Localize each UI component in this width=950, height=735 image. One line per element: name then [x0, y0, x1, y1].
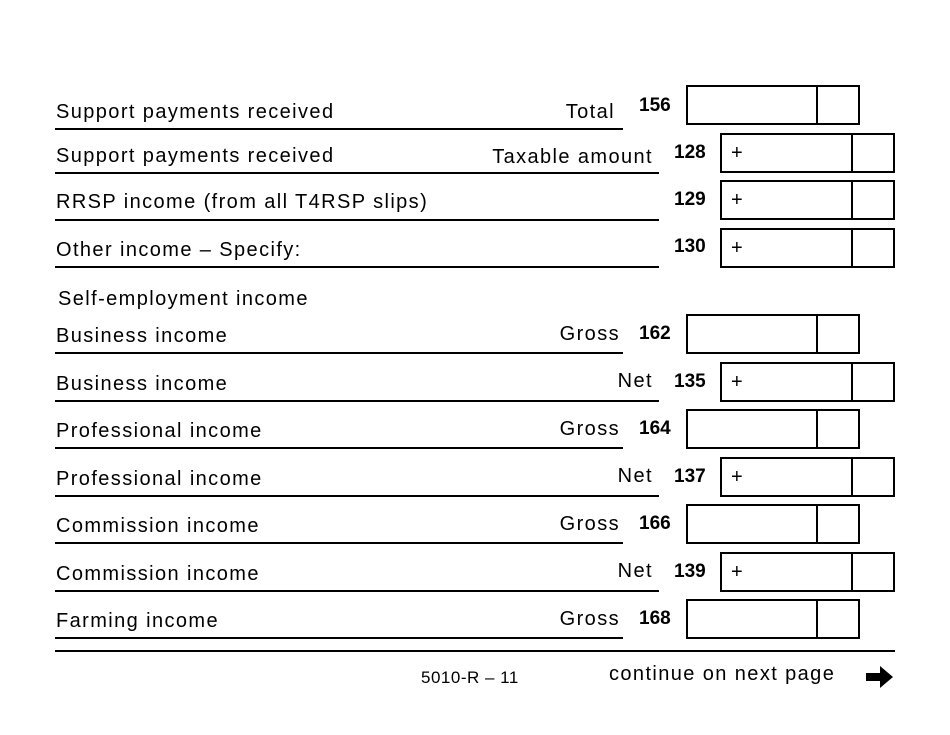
underline — [55, 266, 659, 268]
amount-field[interactable] — [720, 133, 895, 173]
underline — [55, 495, 659, 497]
cents-divider — [816, 87, 818, 123]
underline — [55, 128, 623, 130]
row-label: RRSP income (from all T4RSP slips) — [56, 191, 429, 213]
plus-sign: + — [731, 189, 743, 211]
line-code: 166 — [639, 513, 671, 534]
amount-field[interactable] — [686, 409, 860, 449]
plus-sign: + — [731, 561, 743, 583]
cents-divider — [816, 506, 818, 542]
row-label: Support payments received — [56, 145, 335, 167]
underline — [55, 542, 623, 544]
row-sublabel: Total — [565, 101, 615, 123]
amount-field[interactable] — [720, 457, 895, 497]
page-number: 5010-R – 11 — [421, 668, 519, 687]
plus-sign: + — [731, 142, 743, 164]
underline — [55, 219, 659, 221]
amount-field[interactable] — [720, 362, 895, 402]
amount-field[interactable] — [686, 85, 860, 125]
line-code: 164 — [639, 418, 671, 439]
underline — [55, 637, 623, 639]
row-label: Farming income — [56, 610, 219, 632]
row-sublabel: Net — [617, 560, 653, 582]
row-sublabel: Net — [617, 370, 653, 392]
cents-divider — [851, 182, 853, 218]
amount-field[interactable] — [720, 228, 895, 268]
right-arrow-icon — [866, 664, 894, 690]
amount-field[interactable] — [686, 314, 860, 354]
plus-sign: + — [731, 371, 743, 393]
line-code: 130 — [674, 236, 706, 257]
row-sublabel: Gross — [559, 513, 620, 535]
plus-sign: + — [731, 237, 743, 259]
cents-divider — [851, 459, 853, 495]
amount-field[interactable] — [720, 180, 895, 220]
row-label: Business income — [56, 325, 229, 347]
cents-divider — [851, 554, 853, 590]
line-code: 139 — [674, 561, 706, 582]
row-label: Professional income — [56, 420, 263, 442]
row-sublabel: Net — [617, 465, 653, 487]
underline — [55, 447, 623, 449]
underline — [55, 172, 659, 174]
underline — [55, 352, 623, 354]
line-code: 128 — [674, 142, 706, 163]
row-label: Professional income — [56, 468, 263, 490]
line-code: 168 — [639, 608, 671, 629]
row-label: Commission income — [56, 563, 260, 585]
row-sublabel: Taxable amount — [492, 146, 653, 168]
amount-field[interactable] — [686, 599, 860, 639]
cents-divider — [851, 364, 853, 400]
row-label: Business income — [56, 373, 229, 395]
line-code: 156 — [639, 95, 671, 116]
continue-text: continue on next page — [609, 663, 836, 685]
row-sublabel: Gross — [559, 418, 620, 440]
row-label: Commission income — [56, 515, 260, 537]
cents-divider — [816, 411, 818, 447]
section-title: Self-employment income — [58, 288, 309, 310]
cents-divider — [851, 230, 853, 266]
cents-divider — [851, 135, 853, 171]
amount-field[interactable] — [686, 504, 860, 544]
cents-divider — [816, 316, 818, 352]
plus-sign: + — [731, 466, 743, 488]
row-sublabel: Gross — [559, 608, 620, 630]
row-label: Other income – Specify: — [56, 239, 302, 261]
line-code: 135 — [674, 371, 706, 392]
line-code: 137 — [674, 466, 706, 487]
row-sublabel: Gross — [559, 323, 620, 345]
line-code: 162 — [639, 323, 671, 344]
footer-rule — [55, 650, 895, 652]
row-label: Support payments received — [56, 101, 335, 123]
underline — [55, 590, 659, 592]
amount-field[interactable] — [720, 552, 895, 592]
underline — [55, 400, 659, 402]
cents-divider — [816, 601, 818, 637]
line-code: 129 — [674, 189, 706, 210]
